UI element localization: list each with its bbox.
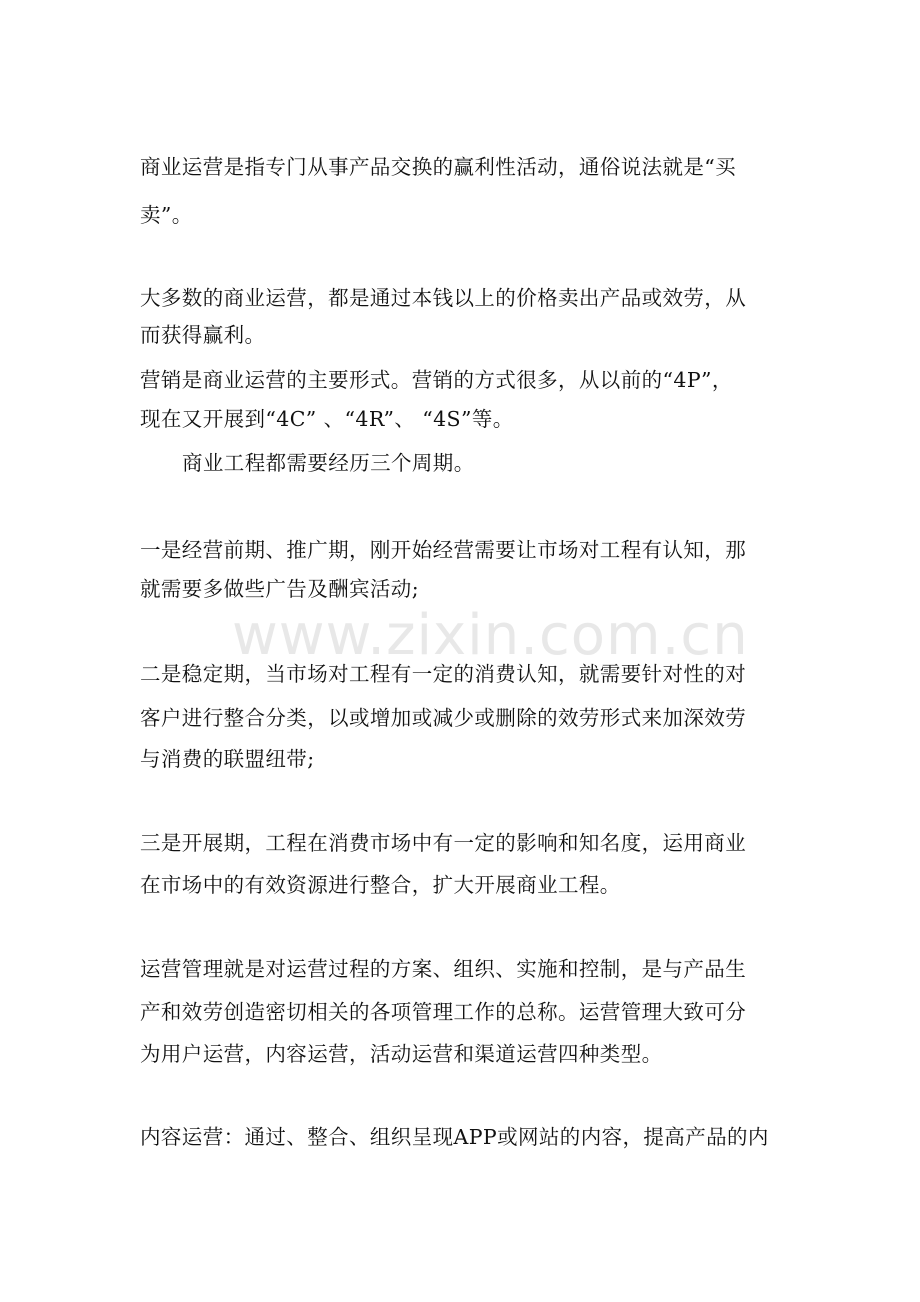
paragraph-line: 营销是商业运营的主要形式。营销的方式很多，从以前的“4P”，: [140, 368, 733, 392]
paragraph-line: 客户进行整合分类，以或增加或减少或删除的效劳形式来加深效劳: [140, 706, 747, 730]
paragraph-line: 大多数的商业运营，都是通过本钱以上的价格卖出产品或效劳，从: [140, 286, 747, 310]
paragraph-line: 与消费的联盟纽带;: [140, 747, 315, 771]
paragraph-line: 产和效劳创造密切相关的各项管理工作的总称。运营管理大致可分: [140, 1000, 747, 1024]
paragraph-line: 商业运营是指专门从事产品交换的赢利性活动，通俗说法就是“买: [140, 155, 737, 179]
paragraph-line: 三是开展期，工程在消费市场中有一定的影响和知名度，运用商业: [140, 831, 747, 855]
paragraph-line: 卖”。: [140, 203, 193, 227]
watermark: www.zixin.com.cn: [232, 603, 749, 668]
paragraph-line: 运营管理就是对运营过程的方案、组织、实施和控制，是与产品生: [140, 957, 747, 981]
paragraph-line: 而获得赢利。: [140, 323, 266, 347]
paragraph-line: 内容运营：通过、整合、组织呈现APP或网站的内容，提高产品的内: [140, 1125, 769, 1149]
paragraph-line: 为用户运营，内容运营，活动运营和渠道运营四种类型。: [140, 1042, 663, 1066]
paragraph-line: 就需要多做些广告及酬宾活动;: [140, 577, 420, 601]
paragraph-line: 二是稳定期，当市场对工程有一定的消费认知，就需要针对性的对: [140, 662, 747, 686]
paragraph-line: 一是经营前期、推广期，刚开始经营需要让市场对工程有认知，那: [140, 538, 747, 562]
paragraph-line: 在市场中的有效资源进行整合，扩大开展商业工程。: [140, 873, 621, 897]
paragraph-line: 现在又开展到“4C” 、“4R”、 “4S”等。: [140, 407, 514, 431]
paragraph-line: 商业工程都需要经历三个周期。: [182, 451, 475, 475]
